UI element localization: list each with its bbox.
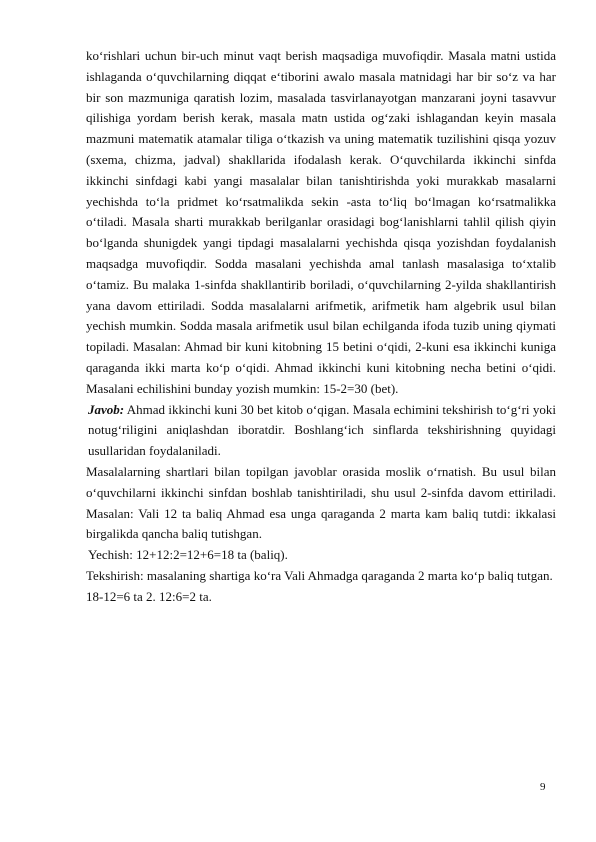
page-number: 9 (540, 781, 546, 793)
final-line: 18-12=6 ta 2. 12:6=2 ta. (86, 588, 212, 604)
answer-label: Javob: (88, 401, 125, 417)
body-paragraph-1: ko‘rishlari uchun bir-uch minut vaqt berish maqsadiga muvofiqdir. Masala matni ustida ishlaganda o‘quvchilarning diqqat e‘tiborini awalo masala matnidagi har bir so‘z va har bir son mazmuniga qaratish lozim, masalada tasvirlanayotgan manzarani joyni tasavvur qilishiga yordam berish kerak, masala matn ustida og‘zaki ishlagandan keyin masala mazmuni matematik atamalar tiliga o‘tkazish va uning matematik tuzilishini qisqa yozuv (sxema, chizma, jadval) shakllarida ifodalash kerak. O‘quvchilarda ikkinchi sinfda ikkinchi sinfdagi kabi yangi masalalar bilan tanishtirishda yoki murakkab masalarni yechishda to‘la pridmet ko‘rsatmalikda sekin -asta to‘liq bo‘lmagan ko‘rsatmalikka o‘tiladi. Masala sharti murakkab berilganlar orasidagi bog‘lanishlarni tahlil qilish qiyin bo‘lganda shunigdek yangi tipdagi masalalarni yechishda qisqa yozishdan foydalanish maqsadga muvofiqdir. Sodda masalani yechishda amal tanlash masalasiga to‘xtalib o‘tamiz. Bu malaka 1-sinfda shakllantirib boriladi, o‘quvchilarning 2-yilda shakllantirish yana davom ettiriladi. Sodda masalalarni arifmetik, arifmetik ham algebrik usul bilan yechish mumkin. Sodda masala arifmetik usul bilan echilganda ifoda tuzib uning qiymati topiladi. Masalan: Ahmad bir kuni kitobning 15 betini o‘qidi, 2-kuni esa ikkinchi kuniga qaraganda ikki marta ko‘p o‘qidi. Ahmad ikkinchi kuni kitobning necha betini o‘qidi. Masalani echilishini bunday yozish mumkin: 15-2=30 (bet). (86, 48, 556, 396)
answer-text: Ahmad ikkinchi kuni 30 bet kitob o‘qigan. Masala echimini tekshirish to‘g‘ri yoki notug‘riligini aniqlashdan iboratdir. Boshlang‘ich sinflarda tekshirishning quyidagi usullaridan foydalaniladi. (88, 401, 556, 459)
answer-paragraph (86, 400, 556, 462)
solution-line: Yechish: 12+12:2=12+6=18 ta (baliq). (88, 547, 288, 563)
document-page (86, 46, 556, 608)
method-paragraph: Masalalarning shartlari bilan topilgan javoblar orasida moslik o‘rnatish. Bu usul bilan o‘quvchilarni ikkinchi sinfdan boshlab tanishtiriladi, shu usul 2-sinfda davom ettiriladi. Masalan: Vali 12 ta baliq Ahmad esa unga qaraganda 2 marta kam baliq tutdi: ikkalasi birgalikda qancha baliq tutishgan. (86, 463, 556, 542)
check-paragraph: Tekshirish: masalaning shartiga ko‘ra Vali Ahmadga qaraganda 2 marta ko‘p baliq tutgan. (86, 567, 553, 583)
